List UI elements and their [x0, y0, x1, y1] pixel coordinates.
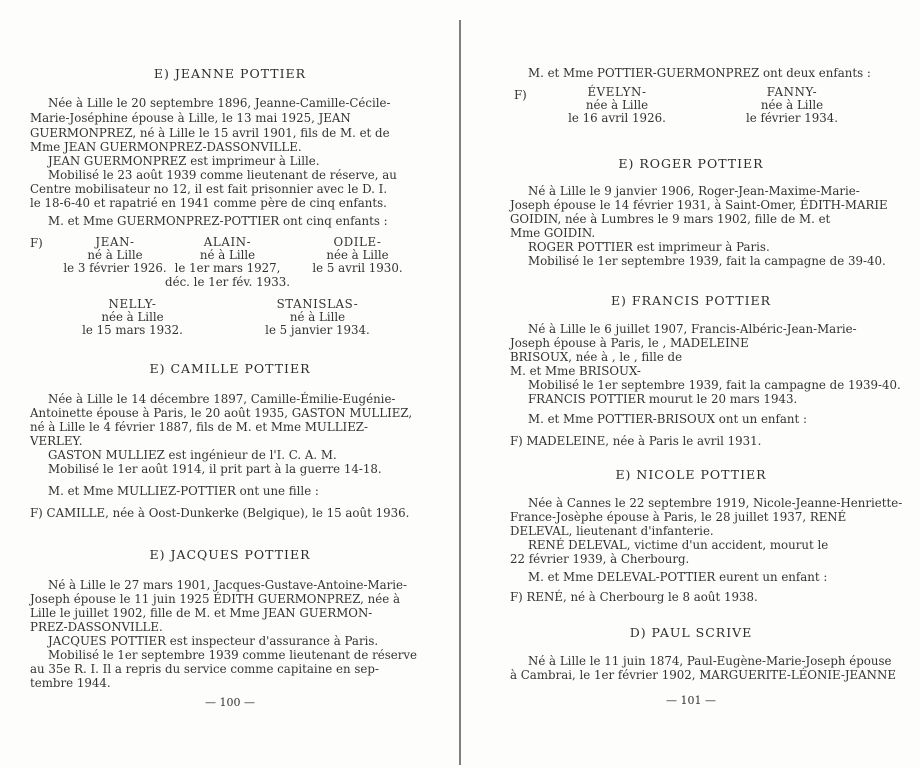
- roger-para3: Mobilisé le 1er septembre 1939, fait la campagne de 39-40.: [528, 254, 886, 268]
- jeanne-para3-line1: Mobilisé le 23 août 1939 comme lieutenant de réserve, au: [48, 168, 397, 182]
- nicole-para2-line1: RENÉ DELEVAL, victime d'un accident, mourut le: [528, 538, 829, 552]
- child-stanislas: STANISLAS- né à Lille le 5 janvier 1934.: [265, 297, 370, 338]
- paul-para1-line1: Né à Lille le 11 juin 1874, Paul-Eugène-Marie-Joseph épouse: [528, 654, 892, 668]
- jacques-para3-line1: Mobilisé le 1er septembre 1939 comme lieutenant de réserve: [48, 648, 418, 662]
- page-number-right: — 101 —: [666, 694, 716, 707]
- jacques-para3-line3: tembre 1944.: [30, 676, 111, 690]
- jacques-para1-line3: Lille le juillet 1902, fille de M. et Mme JEAN GUERMON-: [30, 606, 373, 620]
- right-page: [462, 0, 920, 768]
- jeanne-para3-line2: Centre mobilisateur no 12, il est fait prisonnier avec le D. I.: [30, 182, 388, 196]
- francis-para1-line3: BRISOUX, née à , le , fille de: [510, 350, 683, 364]
- roger-para1-line1: Né à Lille le 9 janvier 1906, Roger-Jean-Maxime-Marie-: [528, 184, 860, 198]
- camille-para1-line3: né à Lille le 4 février 1887, fils de M. et Mme MULLIEZ-: [30, 420, 368, 434]
- camille-child: F) CAMILLE, née à Oost-Dunkerke (Belgique), le 15 août 1936.: [30, 506, 410, 520]
- nicole-para1-line3: DELEVAL, lieutenant d'infanterie.: [510, 524, 714, 538]
- roger-para1-line4: Mme GOIDIN.: [510, 226, 596, 240]
- francis-child: F) MADELEINE, née à Paris le avril 1931.: [510, 434, 762, 448]
- jeanne-children-label: F): [30, 236, 43, 250]
- section-heading-jacques: E) JACQUES POTTIER: [149, 547, 311, 562]
- jeanne-para1-line4: Mme JEAN GUERMONPREZ-DASSONVILLE.: [30, 140, 302, 154]
- nicole-para2-line2: 22 février 1939, à Cherbourg.: [510, 552, 690, 566]
- roger-para2: ROGER POTTIER est imprimeur à Paris.: [528, 240, 770, 254]
- child-evelyn: ÉVELYN- née à Lille le 16 avril 1926.: [568, 85, 666, 126]
- francis-para1-line1: Né à Lille le 6 juillet 1907, Francis-Albéric-Jean-Marie-: [528, 322, 857, 336]
- child-nelly: NELLY- née à Lille le 15 mars 1932.: [82, 297, 183, 338]
- camille-children-intro: M. et Mme MULLIEZ-POTTIER ont une fille :: [48, 484, 319, 498]
- paul-para1-line2: à Cambrai, le 1er février 1902, MARGUERITE-LÉONIE-JEANNE: [510, 668, 896, 682]
- francis-para3: FRANCIS POTTIER mourut le 20 mars 1943.: [528, 392, 798, 406]
- jacques-para1-line2: Joseph épouse le 11 juin 1925 ÉDITH GUERMONPREZ, née à: [30, 592, 401, 606]
- section-heading-roger: E) ROGER POTTIER: [618, 156, 764, 171]
- nicole-para1-line2: France-Josèphe épouse à Paris, le 28 juillet 1937, RENÉ: [510, 510, 847, 524]
- jeanne-para1-line2: Marie-Joséphine épouse à Lille, le 13 mai 1925, JEAN: [30, 111, 351, 125]
- child-alain: ALAIN- né à Lille le 1er mars 1927, déc. le 1er fév. 1933.: [165, 235, 290, 289]
- section-heading-jeanne: E) JEANNE POTTIER: [153, 66, 307, 81]
- camille-para1-line2: Antoinette épouse à Paris, le 20 août 1935, GASTON MULLIEZ,: [30, 406, 413, 420]
- camille-para1-line4: VERLEY.: [30, 434, 83, 448]
- francis-para1-line4: M. et Mme BRISOUX-: [510, 364, 641, 378]
- guermonprez-children-label: F): [514, 88, 527, 102]
- jacques-para1-line1: Né à Lille le 27 mars 1901, Jacques-Gustave-Antoine-Marie-: [48, 578, 407, 592]
- nicole-child: F) RENÉ, né à Cherbourg le 8 août 1938.: [510, 590, 758, 604]
- jacques-para1-line4: PREZ-DASSONVILLE.: [30, 620, 163, 634]
- roger-para1-line2: Joseph épouse le 14 février 1931, à Saint-Omer, ÉDITH-MARIE: [510, 198, 888, 212]
- nicole-para1-line1: Née à Cannes le 22 septembre 1919, Nicole-Jeanne-Henriette-: [528, 496, 903, 510]
- jacques-para2: JACQUES POTTIER est inspecteur d'assurance à Paris.: [48, 634, 379, 648]
- jacques-para3-line2: au 35e R. I. Il a repris du service comme capitaine en sep-: [30, 662, 379, 676]
- guermonprez-children-intro: M. et Mme POTTIER-GUERMONPREZ ont deux enfants :: [528, 66, 871, 80]
- section-heading-camille: E) CAMILLE POTTIER: [149, 361, 311, 376]
- section-heading-paul: D) PAUL SCRIVE: [629, 625, 753, 640]
- francis-para2: Mobilisé le 1er septembre 1939, fait la campagne de 1939-40.: [528, 378, 901, 392]
- child-fanny: FANNY- née à Lille le février 1934.: [745, 85, 839, 126]
- book-gutter: [459, 20, 461, 765]
- jeanne-para2: JEAN GUERMONPREZ est imprimeur à Lille.: [48, 154, 320, 168]
- camille-para2: GASTON MULLIEZ est ingénieur de l'I. C. A. M.: [48, 448, 337, 462]
- jeanne-para1-line3: GUERMONPREZ, né à Lille le 15 avril 1901, fils de M. et de: [30, 126, 390, 140]
- child-odile: ODILE- née à Lille le 5 avril 1930.: [312, 235, 403, 276]
- nicole-children-intro: M. et Mme DELEVAL-POTTIER eurent un enfant :: [528, 570, 828, 584]
- child-jean: JEAN- né à Lille le 3 février 1926.: [63, 235, 167, 276]
- section-heading-francis: E) FRANCIS POTTIER: [610, 293, 772, 308]
- francis-children-intro: M. et Mme POTTIER-BRISOUX ont un enfant :: [528, 412, 807, 426]
- section-heading-nicole: E) NICOLE POTTIER: [615, 467, 767, 482]
- jeanne-para1-line1: Née à Lille le 20 septembre 1896, Jeanne-Camille-Cécile-: [48, 96, 391, 110]
- camille-para3: Mobilisé le 1er août 1914, il prit part à la guerre 14-18.: [48, 462, 382, 476]
- jeanne-para3-line3: le 18-6-40 et rapatrié en 1941 comme père de cinq enfants.: [30, 196, 387, 210]
- francis-para1-line2: Joseph épouse à Paris, le , MADELEINE: [510, 336, 749, 350]
- camille-para1-line1: Née à Lille le 14 décembre 1897, Camille-Émilie-Eugénie-: [48, 392, 396, 406]
- roger-para1-line3: GOIDIN, née à Lumbres le 9 mars 1902, fille de M. et: [510, 212, 831, 226]
- jeanne-children-intro: M. et Mme GUERMONPREZ-POTTIER ont cinq enfants :: [48, 214, 388, 228]
- page-number-left: — 100 —: [205, 696, 255, 709]
